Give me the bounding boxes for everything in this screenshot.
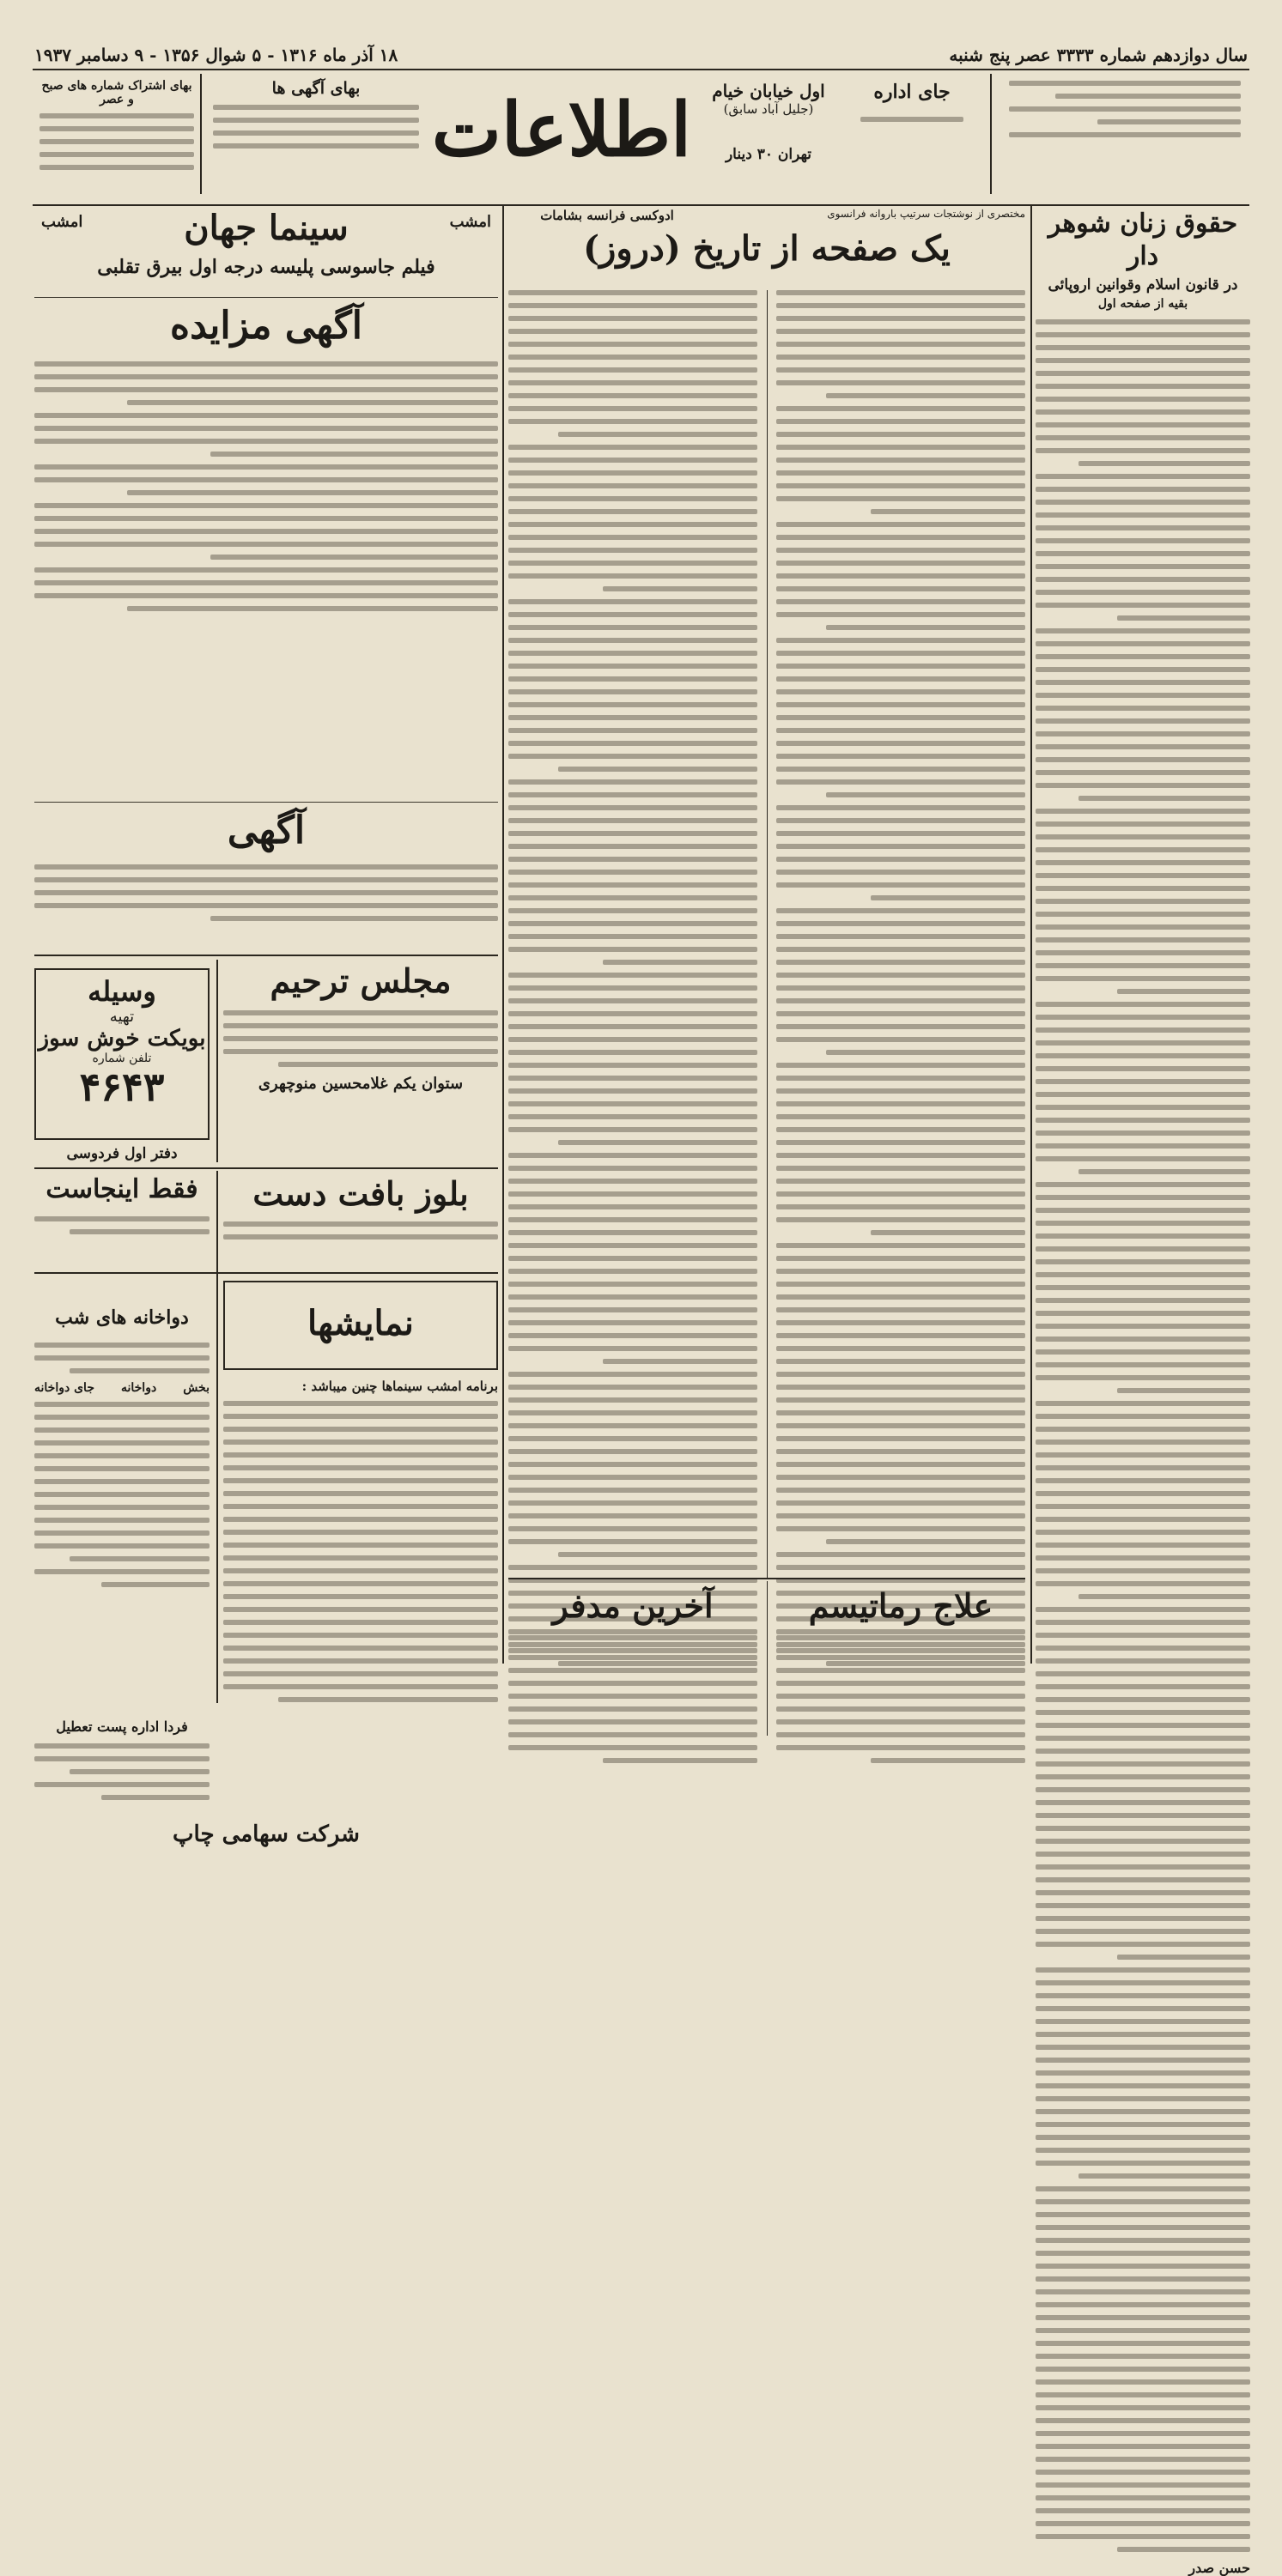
office-label: جای اداره: [873, 81, 951, 103]
right-headline: حقوق زنان شوهر دار: [1048, 209, 1238, 271]
continued-label: بقیه از صفحه اول: [1097, 297, 1188, 311]
vehicle-brand: بویکت خوش سوز: [38, 1026, 206, 1052]
right-article: [1036, 208, 1250, 2576]
notice-ad: [34, 809, 498, 955]
publisher-info: [1009, 81, 1241, 145]
ads-prices-title: بهای آگهی ها: [271, 79, 361, 98]
article-col-left: [508, 290, 757, 1578]
pharmacy-col-b: دواخانه: [120, 1381, 157, 1395]
auction-notice: [34, 304, 498, 802]
date-line: ۱۸ آذر ماه ۱۳۱۶ - ۵ شوال ۱۳۵۶ - ۹ دسامبر ۱۹۳۷: [34, 45, 398, 65]
price: تهران ۳۰ دینار: [725, 146, 812, 163]
vehicle-phone: ۴۶۴۳: [79, 1064, 165, 1110]
shows-banner: [223, 1281, 498, 1370]
post-closed-title: فردا اداره پست تعطیل: [56, 1718, 188, 1735]
night-pharmacies: [34, 1281, 210, 1710]
cinema-ad: [34, 208, 498, 294]
article-headline: یک صفحه از تاریخ (دروز): [583, 228, 951, 269]
vehicle-office: دفتر اول فردوسی: [66, 1145, 178, 1162]
shows-listing: [223, 1281, 498, 1710]
address-block: [700, 81, 837, 163]
only-here-ad: [34, 1174, 210, 1269]
vehicle-line2: تهیه: [109, 1008, 135, 1026]
pharmacy-col-a: بخش: [183, 1381, 210, 1395]
pharmacy-title: دواخانه های شب: [55, 1306, 189, 1329]
right-subheadline: در قانون اسلام وقوانین اروپائی: [1048, 276, 1238, 294]
office-block: [848, 81, 976, 122]
newspaper-title: اطلاعات: [431, 87, 691, 173]
post-closed-notice: [34, 1718, 210, 1839]
cinema-tonight-left: امشب: [41, 213, 83, 231]
article-kicker-right: مختصری از نوشتجات سرتیپ باروانه فرانسوی: [827, 208, 1025, 220]
cinema-tonight-right: امشب: [449, 213, 491, 231]
rheumatism-ad: [776, 1586, 1025, 1741]
vehicle-ad: [34, 968, 210, 1140]
pharmacy-col-c: جای دواخانه: [34, 1381, 94, 1395]
article-kicker: ادوکسی فرانسه بشامات: [540, 208, 674, 223]
ads-prices: [213, 79, 419, 156]
left-ads-column: [34, 208, 498, 1847]
vehicle-phone-label: تلفن شماره: [92, 1052, 152, 1065]
masthead: [33, 74, 1249, 203]
right-author: حسن صدر: [1188, 2560, 1250, 2576]
subscription-title: بهای اشتراک شماره های صبح و عصر: [41, 79, 192, 106]
cinema-title: سینما جهان: [184, 208, 349, 248]
shows-title: نمایشها: [307, 1303, 414, 1343]
subscription-prices: [39, 79, 194, 178]
vehicle-title: وسیله: [88, 975, 156, 1008]
notice-title: آگهی: [227, 809, 306, 852]
memorial-title: مجلس ترحیم: [270, 961, 452, 1000]
center-article: [508, 208, 1025, 1744]
cinema-subtitle: فیلم جاسوسی پلیسه درجه اول بیرق تقلبی: [97, 256, 435, 278]
auction-title: آگهی مزایده: [170, 304, 362, 348]
memorial-signature: ستوان یکم غلامحسین منوچهری: [258, 1075, 464, 1093]
top-rule: [33, 69, 1249, 70]
rheumatism-title: علاج رماتیسم: [808, 1586, 993, 1625]
only-here-title: فقط اینجاست: [46, 1174, 198, 1204]
blouse-ad: [223, 1174, 498, 1269]
office-address-note: (جلیل آباد سابق): [723, 101, 814, 117]
print-company: شرکت سهامی چاپ: [173, 1821, 360, 1847]
memorial-ad: [223, 961, 498, 1142]
article-col-right: [776, 290, 1025, 1578]
office-address: اول خیابان خیام: [712, 81, 825, 101]
last-model-ad: [508, 1586, 757, 1741]
blouse-title: بلوز بافت دست: [252, 1174, 469, 1213]
last-model-title: آخرین مدفر: [552, 1586, 714, 1625]
pharmacy-header: [34, 1381, 210, 1395]
issue-line: سال دوازدهم شماره ۳۳۳۳ عصر پنج شنبه: [949, 45, 1248, 65]
shows-program: برنامه امشب سینماها چنین میباشد :: [301, 1379, 498, 1394]
